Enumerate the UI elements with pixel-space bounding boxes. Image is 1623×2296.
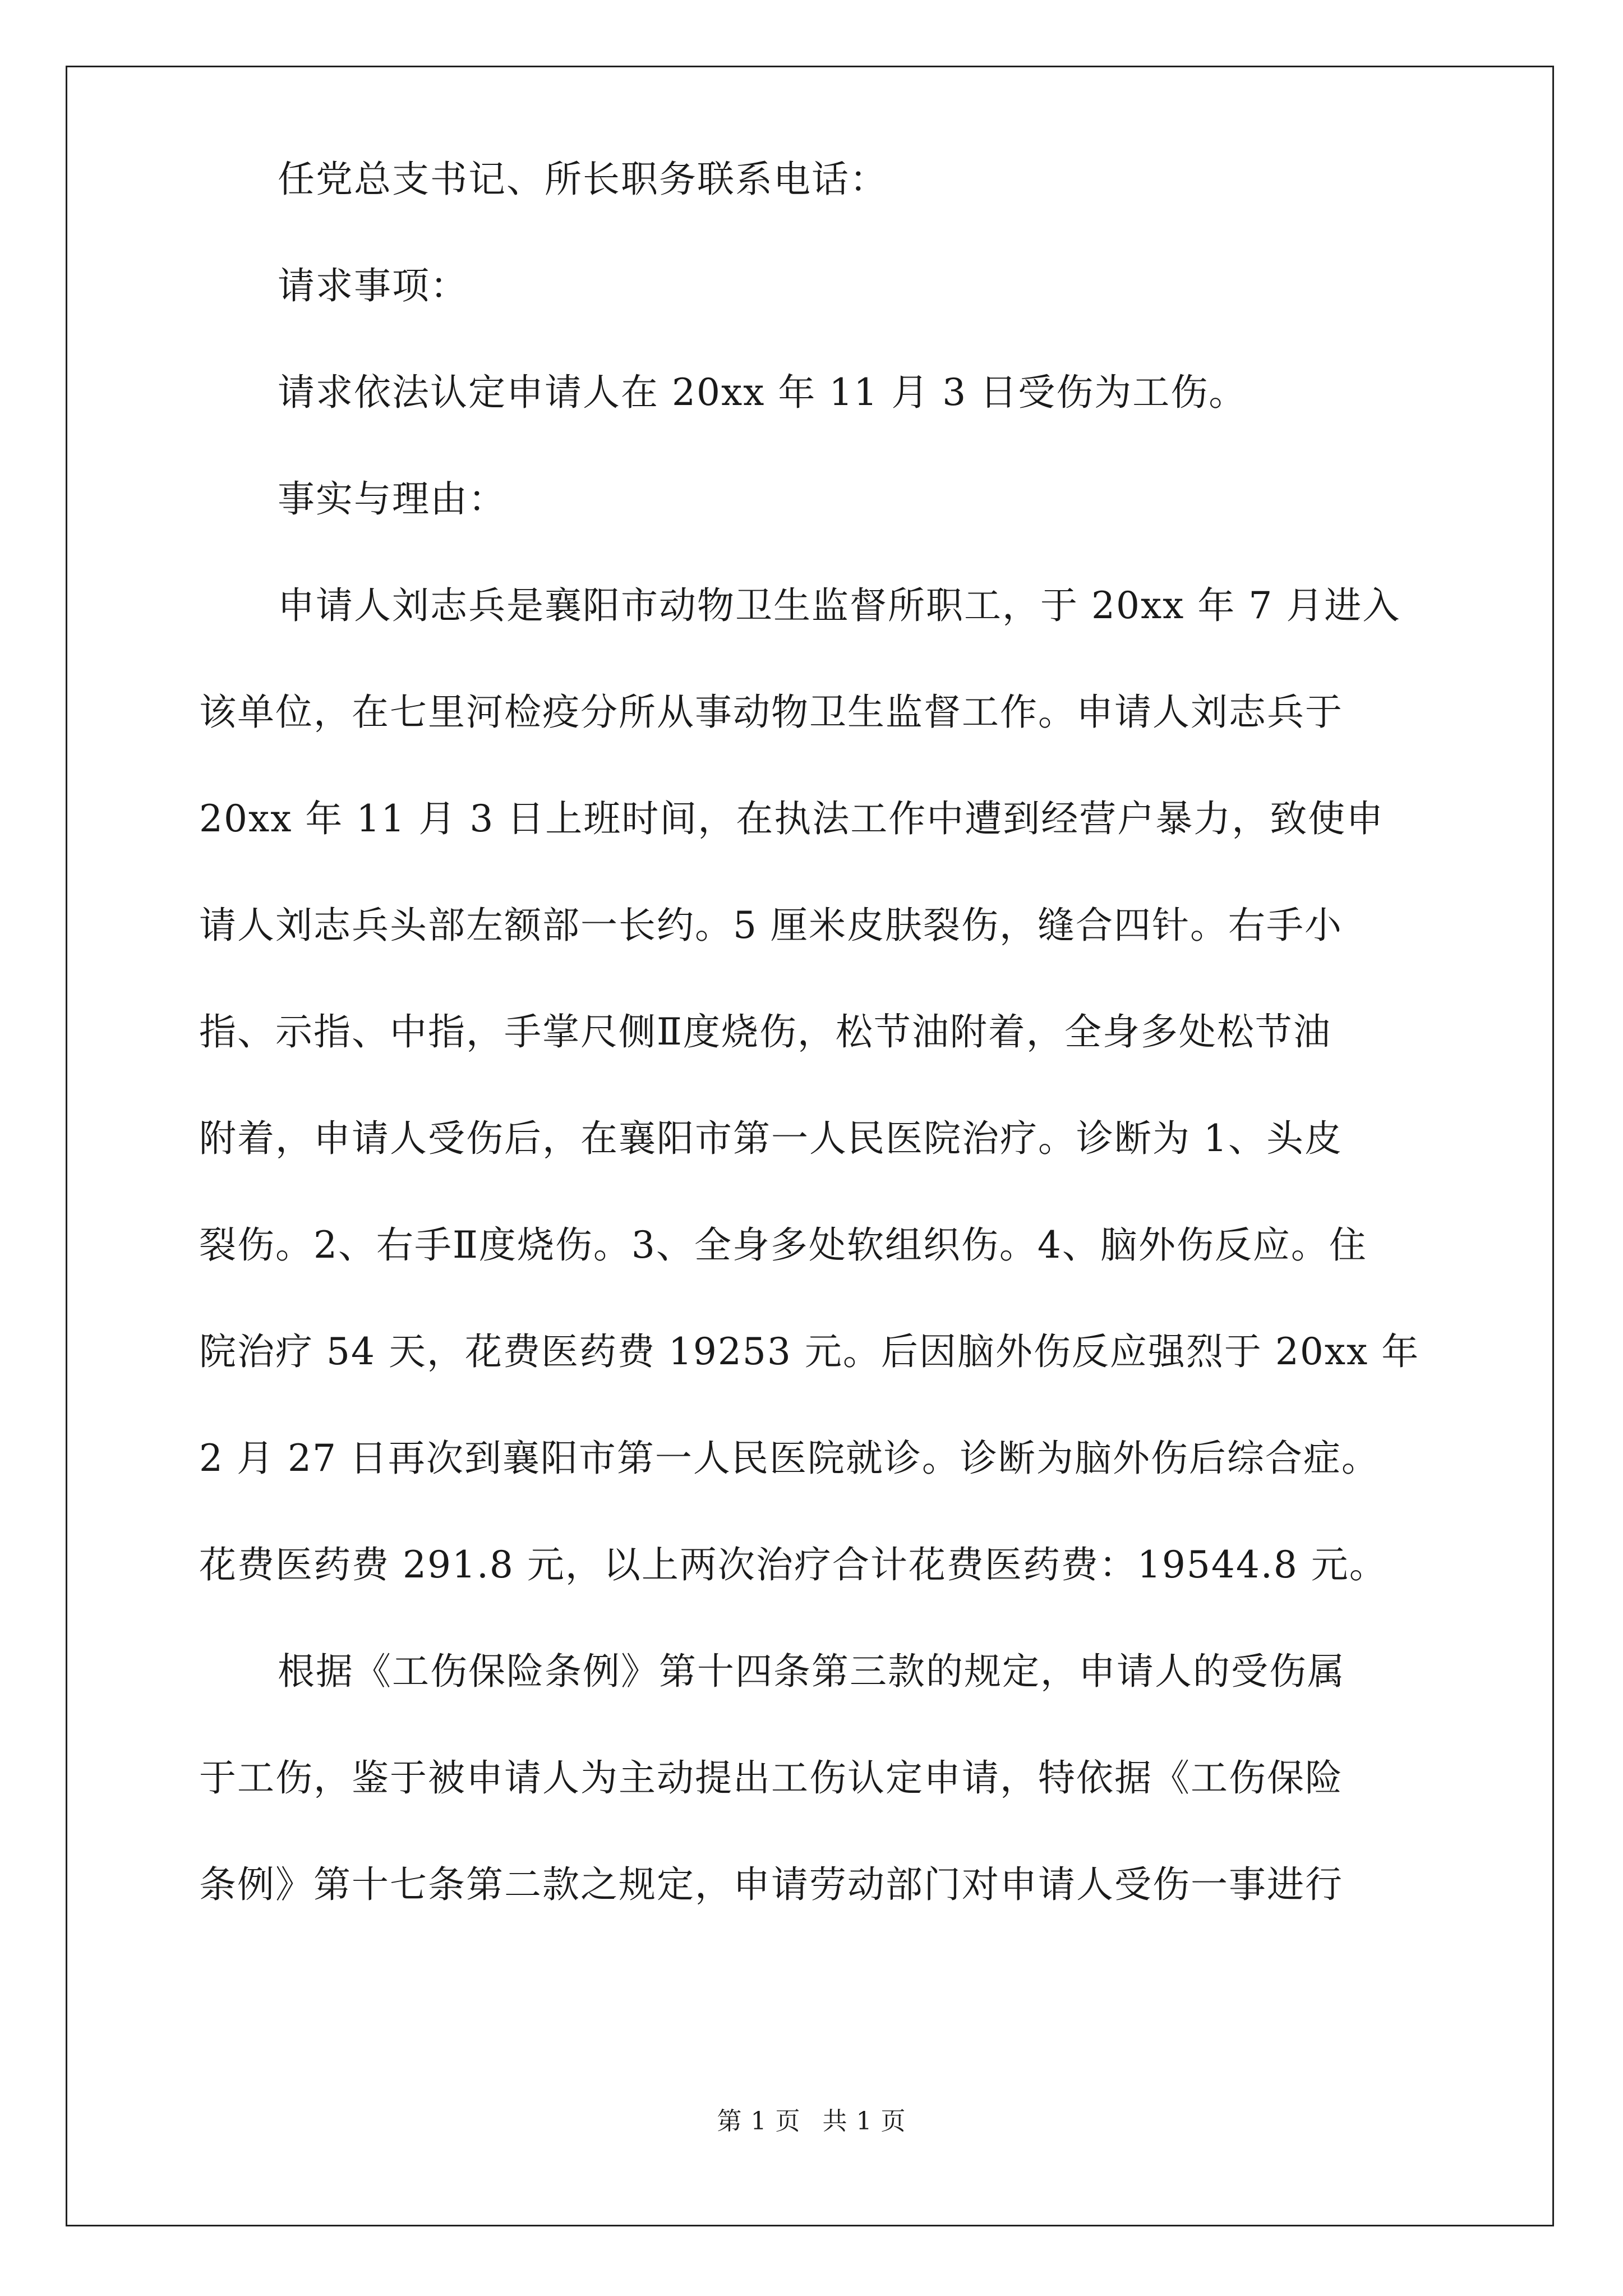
paragraph-line: 该单位，在七里河检疫分所从事动物卫生监督工作。申请人刘志兵于: [199, 691, 1343, 734]
page-number-current: 第 1 页: [717, 2107, 801, 2136]
paragraph-line: 事实与理由：: [278, 477, 506, 521]
paragraph-line: 条例》第十七条第二款之规定，申请劳动部门对申请人受伤一事进行: [199, 1863, 1343, 1906]
paragraph-line: 于工伤，鉴于被申请人为主动提出工伤认定申请，特依据《工伤保险: [199, 1756, 1343, 1800]
paragraph-line: 任党总支书记、所长职务联系电话：: [278, 158, 888, 201]
paragraph-line: 院治疗 54 天，花费医药费 19253 元。后因脑外伤反应强烈于 20xx 年: [199, 1330, 1420, 1373]
paragraph-line: 花费医药费 291.8 元，以上两次治疗合计花费医药费：19544.8 元。: [199, 1543, 1387, 1586]
paragraph-line: 2 月 27 日再次到襄阳市第一人民医院就诊。诊断为脑外伤后综合症。: [199, 1437, 1380, 1480]
page-number-total: 共 1 页: [822, 2107, 906, 2136]
paragraph-line: 申请人刘志兵是襄阳市动物卫生监督所职工，于 20xx 年 7 月进入: [278, 584, 1401, 627]
paragraph-line: 根据《工伤保险条例》第十四条第三款的规定，申请人的受伤属: [278, 1650, 1345, 1693]
paragraph-line: 附着，申请人受伤后，在襄阳市第一人民医院治疗。诊断为 1、头皮: [199, 1117, 1343, 1160]
paragraph-line: 指、示指、中指，手掌尺侧Ⅱ度烧伤，松节油附着，全身多处松节油: [199, 1010, 1331, 1053]
paragraph-line: 请求事项：: [278, 264, 468, 307]
page-footer: [0, 2101, 1623, 2137]
paragraph-line: 20xx 年 11 月 3 日上班时间，在执法工作中遭到经营户暴力，致使申: [199, 797, 1385, 840]
paragraph-line: 请人刘志兵头部左额部一长约。5 厘米皮肤裂伤，缝合四针。右手小: [199, 904, 1343, 947]
paragraph-line: 裂伤。2、右手Ⅱ度烧伤。3、全身多处软组织伤。4、脑外伤反应。住: [199, 1223, 1367, 1267]
paragraph-line: 请求依法认定申请人在 20xx 年 11 月 3 日受伤为工伤。: [278, 371, 1247, 414]
